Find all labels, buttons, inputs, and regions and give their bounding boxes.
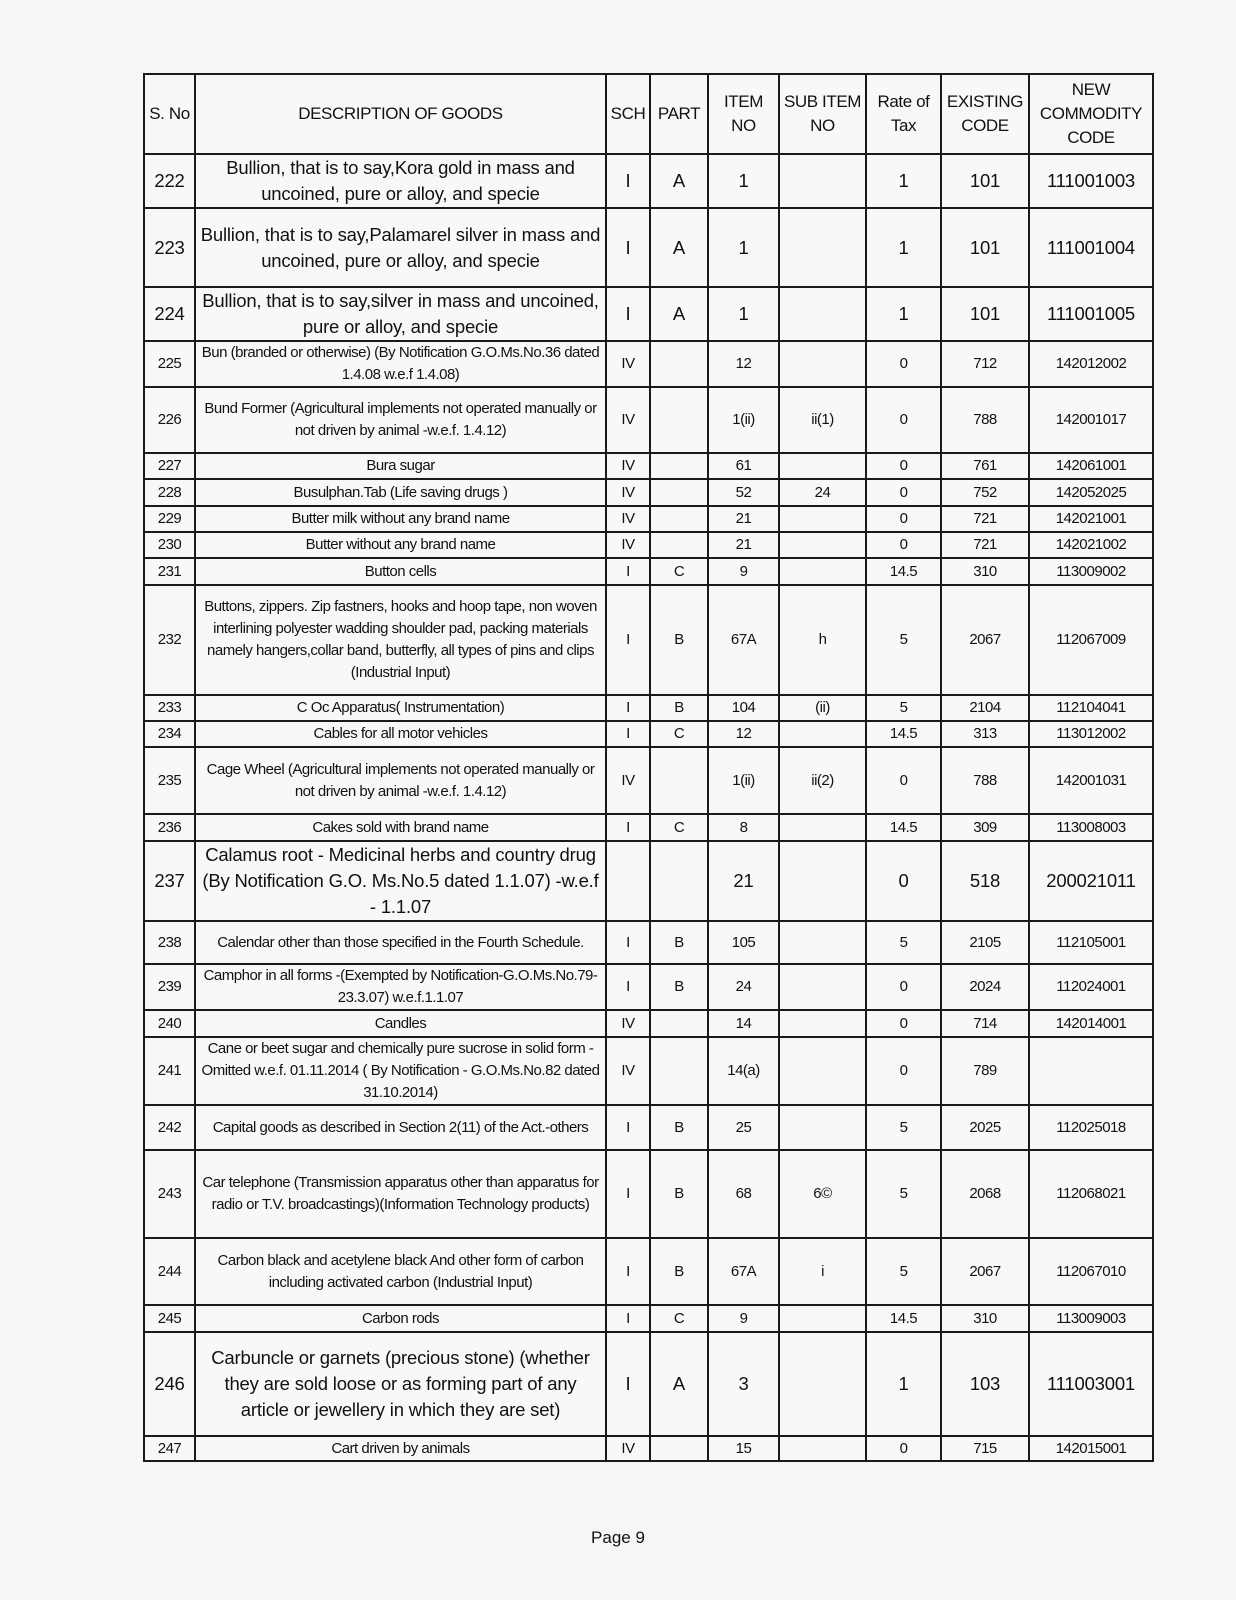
table-row [144,1305,1153,1332]
table-row [144,1150,1153,1238]
row-sno: 239 [144,964,195,1010]
row-sch: I [606,814,650,841]
row-rate: 14.5 [866,721,941,747]
row-part: B [650,1105,708,1150]
row-new-code: 112067009 [1029,585,1153,695]
header-row [144,74,1153,154]
table-row [144,747,1153,814]
row-item-no: 21 [708,841,779,921]
row-existing-code: 761 [941,453,1029,479]
row-existing-code: 788 [941,387,1029,453]
row-item-no: 104 [708,695,779,721]
row-part [650,1436,708,1461]
row-sub-item-no [779,1305,866,1332]
row-description: C Oc Apparatus( Instrumentation) [195,695,606,721]
row-new-code: 142052025 [1029,479,1153,506]
row-part: B [650,964,708,1010]
row-sub-item-no [779,814,866,841]
row-rate: 1 [866,208,941,287]
table-row [144,964,1153,1010]
row-sch: I [606,585,650,695]
row-rate: 0 [866,341,941,387]
row-new-code: 112105001 [1029,921,1153,964]
row-sno: 225 [144,341,195,387]
row-item-no: 8 [708,814,779,841]
row-part [650,479,708,506]
row-description: Buttons, zippers. Zip fastners, hooks and hoop tape, non woven interlining polyester wadding shoulder pad, packing materials namely hangers,collar band, butterfly, all types of pins and clips (Industrial Input) [195,585,606,695]
row-description: Cakes sold with brand name [195,814,606,841]
row-item-no: 61 [708,453,779,479]
row-sub-item-no: (ii) [779,695,866,721]
row-item-no: 3 [708,1332,779,1436]
row-rate: 5 [866,921,941,964]
row-existing-code: 518 [941,841,1029,921]
row-sch: I [606,721,650,747]
row-rate: 14.5 [866,558,941,585]
row-sno: 242 [144,1105,195,1150]
row-item-no: 12 [708,341,779,387]
row-sch: I [606,1332,650,1436]
row-new-code [1029,1037,1153,1105]
row-description: Butter without any brand name [195,532,606,558]
row-sub-item-no [779,341,866,387]
row-rate: 0 [866,387,941,453]
table-row [144,1010,1153,1037]
row-rate: 14.5 [866,1305,941,1332]
table-body [144,154,1153,1461]
row-new-code: 113008003 [1029,814,1153,841]
row-description: Bullion, that is to say,Palamarel silver in mass and uncoined, pure or alloy, and specie [195,208,606,287]
row-item-no: 1 [708,287,779,341]
row-sub-item-no: ii(2) [779,747,866,814]
row-sch: IV [606,532,650,558]
row-part: C [650,814,708,841]
row-sub-item-no: 24 [779,479,866,506]
row-rate: 0 [866,479,941,506]
table-row [144,1238,1153,1305]
row-sub-item-no [779,1332,866,1436]
header-part: PART [650,74,708,154]
row-sch: IV [606,341,650,387]
row-sub-item-no [779,921,866,964]
row-item-no: 67A [708,1238,779,1305]
row-new-code: 142021001 [1029,506,1153,532]
row-part: B [650,1150,708,1238]
row-rate: 0 [866,532,941,558]
table-row [144,841,1153,921]
row-part: A [650,154,708,208]
row-sch: IV [606,387,650,453]
row-rate: 0 [866,964,941,1010]
row-sno: 226 [144,387,195,453]
row-sno: 230 [144,532,195,558]
row-sno: 241 [144,1037,195,1105]
table-row [144,585,1153,695]
row-sno: 243 [144,1150,195,1238]
row-sub-item-no: i [779,1238,866,1305]
row-new-code: 142001017 [1029,387,1153,453]
row-existing-code: 715 [941,1436,1029,1461]
row-existing-code: 101 [941,287,1029,341]
row-description: Butter milk without any brand name [195,506,606,532]
row-rate: 5 [866,1105,941,1150]
row-description: Car telephone (Transmission apparatus other than apparatus for radio or T.V. broadcastings)(Information Technology products) [195,1150,606,1238]
row-sub-item-no [779,532,866,558]
row-rate: 0 [866,841,941,921]
row-existing-code: 714 [941,1010,1029,1037]
row-existing-code: 788 [941,747,1029,814]
row-sch: IV [606,1037,650,1105]
row-part [650,747,708,814]
row-item-no: 25 [708,1105,779,1150]
row-sno: 227 [144,453,195,479]
row-sub-item-no [779,558,866,585]
row-part: C [650,721,708,747]
row-item-no: 1(ii) [708,387,779,453]
row-rate: 1 [866,287,941,341]
row-sno: 228 [144,479,195,506]
row-item-no: 52 [708,479,779,506]
row-rate: 0 [866,453,941,479]
header-sno: S. No [144,74,195,154]
row-rate: 0 [866,506,941,532]
row-sch: I [606,921,650,964]
row-rate: 1 [866,1332,941,1436]
row-description: Bund Former (Agricultural implements not operated manually or not driven by animal -w.e.f. 1.4.12) [195,387,606,453]
row-description: Calamus root - Medicinal herbs and country drug (By Notification G.O. Ms.No.5 dated 1.1.07) -w.e.f - 1.1.07 [195,841,606,921]
table-row [144,1037,1153,1105]
row-sch: I [606,1305,650,1332]
row-sch: IV [606,1436,650,1461]
row-existing-code: 2068 [941,1150,1029,1238]
row-item-no: 1 [708,154,779,208]
row-description: Calendar other than those specified in the Fourth Schedule. [195,921,606,964]
table-row [144,287,1153,341]
row-part: B [650,695,708,721]
row-sub-item-no [779,1436,866,1461]
row-sch: IV [606,453,650,479]
row-sub-item-no [779,208,866,287]
row-sub-item-no: 6© [779,1150,866,1238]
row-sch [606,841,650,921]
row-existing-code: 721 [941,506,1029,532]
row-sno: 237 [144,841,195,921]
row-item-no: 21 [708,506,779,532]
row-sno: 229 [144,506,195,532]
row-sch: I [606,1238,650,1305]
row-item-no: 12 [708,721,779,747]
row-sub-item-no [779,453,866,479]
row-new-code: 200021011 [1029,841,1153,921]
table-row [144,814,1153,841]
row-sch: I [606,558,650,585]
row-sno: 244 [144,1238,195,1305]
row-part [650,1037,708,1105]
row-sno: 234 [144,721,195,747]
row-item-no: 67A [708,585,779,695]
row-existing-code: 309 [941,814,1029,841]
row-sub-item-no [779,154,866,208]
row-existing-code: 2025 [941,1105,1029,1150]
row-rate: 0 [866,1037,941,1105]
row-new-code: 113012002 [1029,721,1153,747]
row-description: Bun (branded or otherwise) (By Notification G.O.Ms.No.36 dated 1.4.08 w.e.f 1.4.08) [195,341,606,387]
row-existing-code: 721 [941,532,1029,558]
table-row [144,208,1153,287]
row-new-code: 113009003 [1029,1305,1153,1332]
row-existing-code: 2105 [941,921,1029,964]
row-description: Cables for all motor vehicles [195,721,606,747]
row-sch: IV [606,747,650,814]
row-new-code: 142061001 [1029,453,1153,479]
row-item-no: 14(a) [708,1037,779,1105]
row-sch: IV [606,506,650,532]
row-sub-item-no [779,964,866,1010]
row-sno: 224 [144,287,195,341]
row-sch: IV [606,479,650,506]
row-existing-code: 101 [941,154,1029,208]
row-existing-code: 310 [941,1305,1029,1332]
table-row [144,1332,1153,1436]
row-new-code: 113009002 [1029,558,1153,585]
row-sno: 247 [144,1436,195,1461]
row-description: Camphor in all forms -(Exempted by Notification-G.O.Ms.No.79-23.3.07) w.e.f.1.1.07 [195,964,606,1010]
row-rate: 0 [866,1010,941,1037]
row-sch: I [606,964,650,1010]
table-row [144,558,1153,585]
row-new-code: 142012002 [1029,341,1153,387]
row-sch: I [606,1150,650,1238]
table-row [144,921,1153,964]
row-new-code: 111001004 [1029,208,1153,287]
row-part: C [650,558,708,585]
row-existing-code: 101 [941,208,1029,287]
row-sno: 236 [144,814,195,841]
row-item-no: 14 [708,1010,779,1037]
row-item-no: 9 [708,558,779,585]
row-description: Bullion, that is to say,Kora gold in mass and uncoined, pure or alloy, and specie [195,154,606,208]
row-part [650,1010,708,1037]
row-new-code: 111001003 [1029,154,1153,208]
row-sno: 246 [144,1332,195,1436]
row-description: Bura sugar [195,453,606,479]
row-sno: 222 [144,154,195,208]
row-description: Capital goods as described in Section 2(11) of the Act.-others [195,1105,606,1150]
row-description: Carbuncle or garnets (precious stone) (whether they are sold loose or as forming part of any article or jewellery in which they are set) [195,1332,606,1436]
row-description: Busulphan.Tab (Life saving drugs ) [195,479,606,506]
row-new-code: 142001031 [1029,747,1153,814]
row-sno: 232 [144,585,195,695]
header-item-no: ITEM NO [708,74,779,154]
row-existing-code: 752 [941,479,1029,506]
table-row [144,1105,1153,1150]
row-item-no: 105 [708,921,779,964]
row-description: Cage Wheel (Agricultural implements not operated manually or not driven by animal -w.e.f. 1.4.12) [195,747,606,814]
row-description: Cart driven by animals [195,1436,606,1461]
row-sno: 235 [144,747,195,814]
row-sno: 240 [144,1010,195,1037]
row-sno: 231 [144,558,195,585]
table-row [144,695,1153,721]
commodity-table [143,73,1154,1462]
page-number: Page 9 [591,1528,645,1547]
row-sub-item-no [779,1010,866,1037]
row-rate: 14.5 [866,814,941,841]
row-new-code: 142015001 [1029,1436,1153,1461]
row-existing-code: 103 [941,1332,1029,1436]
row-new-code: 142021002 [1029,532,1153,558]
row-sub-item-no: h [779,585,866,695]
table-row [144,154,1153,208]
table-row [144,721,1153,747]
row-part: C [650,1305,708,1332]
row-new-code: 112104041 [1029,695,1153,721]
row-part: B [650,1238,708,1305]
row-new-code: 142014001 [1029,1010,1153,1037]
header-sch: SCH [606,74,650,154]
row-sub-item-no [779,721,866,747]
header-rate: Rate of Tax [866,74,941,154]
row-sch: I [606,208,650,287]
row-part [650,841,708,921]
row-part: B [650,585,708,695]
header-new-code: NEW COMMODITY CODE [1029,74,1153,154]
row-sno: 245 [144,1305,195,1332]
row-new-code: 112024001 [1029,964,1153,1010]
row-part [650,506,708,532]
row-existing-code: 2067 [941,585,1029,695]
row-rate: 0 [866,1436,941,1461]
header-description: DESCRIPTION OF GOODS [195,74,606,154]
row-new-code: 112067010 [1029,1238,1153,1305]
row-item-no: 68 [708,1150,779,1238]
row-rate: 5 [866,1150,941,1238]
row-part [650,532,708,558]
table-row [144,479,1153,506]
row-sch: I [606,154,650,208]
row-existing-code: 2024 [941,964,1029,1010]
row-sch: IV [606,1010,650,1037]
row-rate: 5 [866,585,941,695]
row-sch: I [606,1105,650,1150]
row-rate: 1 [866,154,941,208]
row-sub-item-no [779,287,866,341]
row-new-code: 112068021 [1029,1150,1153,1238]
header-sub-item-no: SUB ITEM NO [779,74,866,154]
table-row [144,341,1153,387]
row-part: A [650,208,708,287]
row-existing-code: 310 [941,558,1029,585]
row-existing-code: 789 [941,1037,1029,1105]
row-new-code: 112025018 [1029,1105,1153,1150]
row-existing-code: 712 [941,341,1029,387]
table-row [144,532,1153,558]
row-item-no: 9 [708,1305,779,1332]
row-part: A [650,1332,708,1436]
table-row [144,453,1153,479]
row-sub-item-no [779,506,866,532]
row-description: Bullion, that is to say,silver in mass and uncoined, pure or alloy, and specie [195,287,606,341]
row-sch: I [606,695,650,721]
row-rate: 5 [866,695,941,721]
row-description: Carbon black and acetylene black And other form of carbon including activated carbon (Industrial Input) [195,1238,606,1305]
row-part: B [650,921,708,964]
row-sub-item-no [779,1105,866,1150]
table-row [144,1436,1153,1461]
row-existing-code: 313 [941,721,1029,747]
row-sch: I [606,287,650,341]
table-row [144,387,1153,453]
row-item-no: 21 [708,532,779,558]
row-item-no: 15 [708,1436,779,1461]
row-item-no: 1 [708,208,779,287]
row-part: A [650,287,708,341]
row-sno: 233 [144,695,195,721]
row-sno: 223 [144,208,195,287]
row-sub-item-no: ii(1) [779,387,866,453]
row-sub-item-no [779,841,866,921]
row-new-code: 111003001 [1029,1332,1153,1436]
row-sub-item-no [779,1037,866,1105]
row-description: Candles [195,1010,606,1037]
row-sno: 238 [144,921,195,964]
row-rate: 0 [866,747,941,814]
row-description: Button cells [195,558,606,585]
row-item-no: 24 [708,964,779,1010]
row-item-no: 1(ii) [708,747,779,814]
row-existing-code: 2067 [941,1238,1029,1305]
row-part [650,341,708,387]
header-existing-code: EXISTING CODE [941,74,1029,154]
row-part [650,453,708,479]
row-description: Carbon rods [195,1305,606,1332]
row-new-code: 111001005 [1029,287,1153,341]
row-part [650,387,708,453]
row-rate: 5 [866,1238,941,1305]
row-description: Cane or beet sugar and chemically pure sucrose in solid form - Omitted w.e.f. 01.11.2014 ( By Notification - G.O.Ms.No.82 dated 31.10.2014) [195,1037,606,1105]
table-row [144,506,1153,532]
row-existing-code: 2104 [941,695,1029,721]
